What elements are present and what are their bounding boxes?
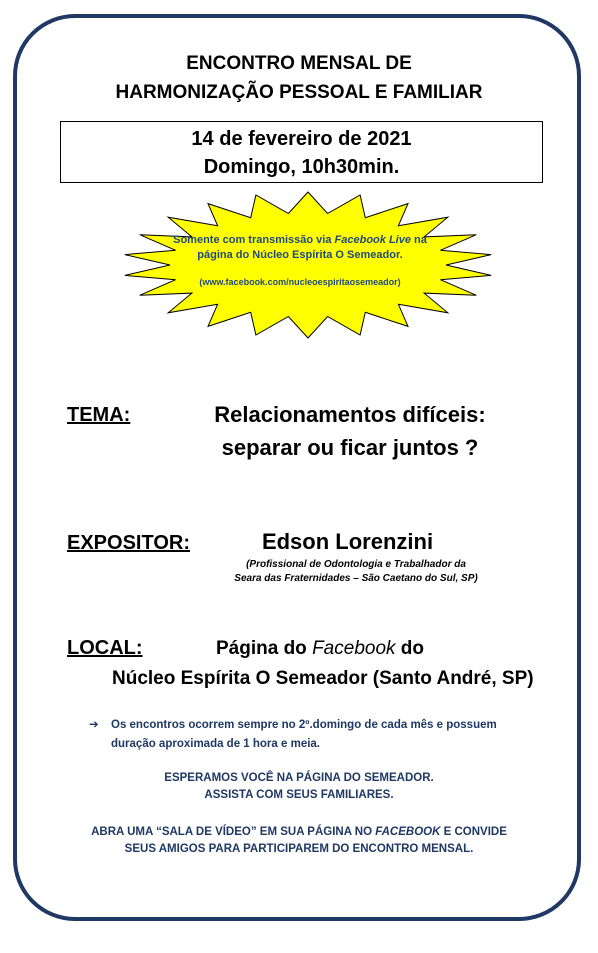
tema-label: TEMA: — [67, 404, 131, 426]
title-line-2: HARMONIZAÇÃO PESSOAL E FAMILIAR — [115, 82, 483, 103]
expositor-label: EXPOSITOR: — [67, 532, 190, 554]
tema-line-2: separar ou ficar juntos ? — [221, 435, 479, 460]
date-text: 14 de fevereiro de 2021 — [191, 128, 412, 150]
burst-text-a: Somente com transmissão via — [173, 234, 335, 246]
local-text-a: Página do — [216, 638, 313, 659]
local-facebook: Facebook — [312, 638, 396, 659]
invite-line-2: ASSISTA COM SEUS FAMILIARES. — [204, 789, 394, 801]
time-text: Domingo, 10h30min. — [203, 156, 400, 178]
local-label: LOCAL: — [67, 637, 143, 659]
expositor-description — [200, 558, 512, 586]
note-line-1: Os encontros ocorrem sempre no 2º.domingo de cada mês e possuem — [111, 719, 497, 731]
tema-title — [190, 398, 510, 464]
local-line-2: Núcleo Espírita O Semeador (Santo André, SP) — [112, 668, 534, 689]
tema-line-1: Relacionamentos difíceis: — [214, 402, 486, 427]
invite-line-1: ESPERAMOS VOCÊ NA PÁGINA DO SEMEADOR. — [164, 772, 434, 784]
call-line-2: SEUS AMIGOS PARA PARTICIPAREM DO ENCONTRO MENSAL. — [124, 843, 474, 855]
burst-facebook: Facebook — [334, 234, 386, 246]
arrow-icon: ➔ — [89, 719, 99, 731]
burst-url: (www.facebook.com/nucleoespiritaosemeador) — [199, 277, 401, 287]
call-line-1 — [0, 824, 598, 841]
title-line-1: ENCONTRO MENSAL DE — [186, 53, 412, 74]
local-line-1 — [216, 634, 424, 664]
local-text-c: do — [395, 638, 425, 659]
expositor-desc-2: Seara das Fraternidades – São Caetano do Sul, SP) — [234, 573, 478, 584]
expositor-desc-1: (Profissional de Odontologia e Trabalhador da — [246, 559, 466, 570]
call-text-c: E CONVIDE — [440, 826, 507, 838]
burst-live: Live — [388, 234, 411, 246]
date-box — [60, 121, 543, 183]
burst-text-d: na página do Núcleo Espírita O Semeador. — [197, 234, 427, 261]
call-facebook: FACEBOOK — [375, 826, 441, 838]
expositor-name: Edson Lorenzini — [261, 529, 434, 554]
call-text-a: ABRA UMA “SALA DE VÍDEO” EM SUA PÁGINA NO — [91, 826, 376, 838]
burst-text — [170, 233, 430, 290]
note-line-2: duração aproximada de 1 hora e meia. — [111, 738, 320, 750]
